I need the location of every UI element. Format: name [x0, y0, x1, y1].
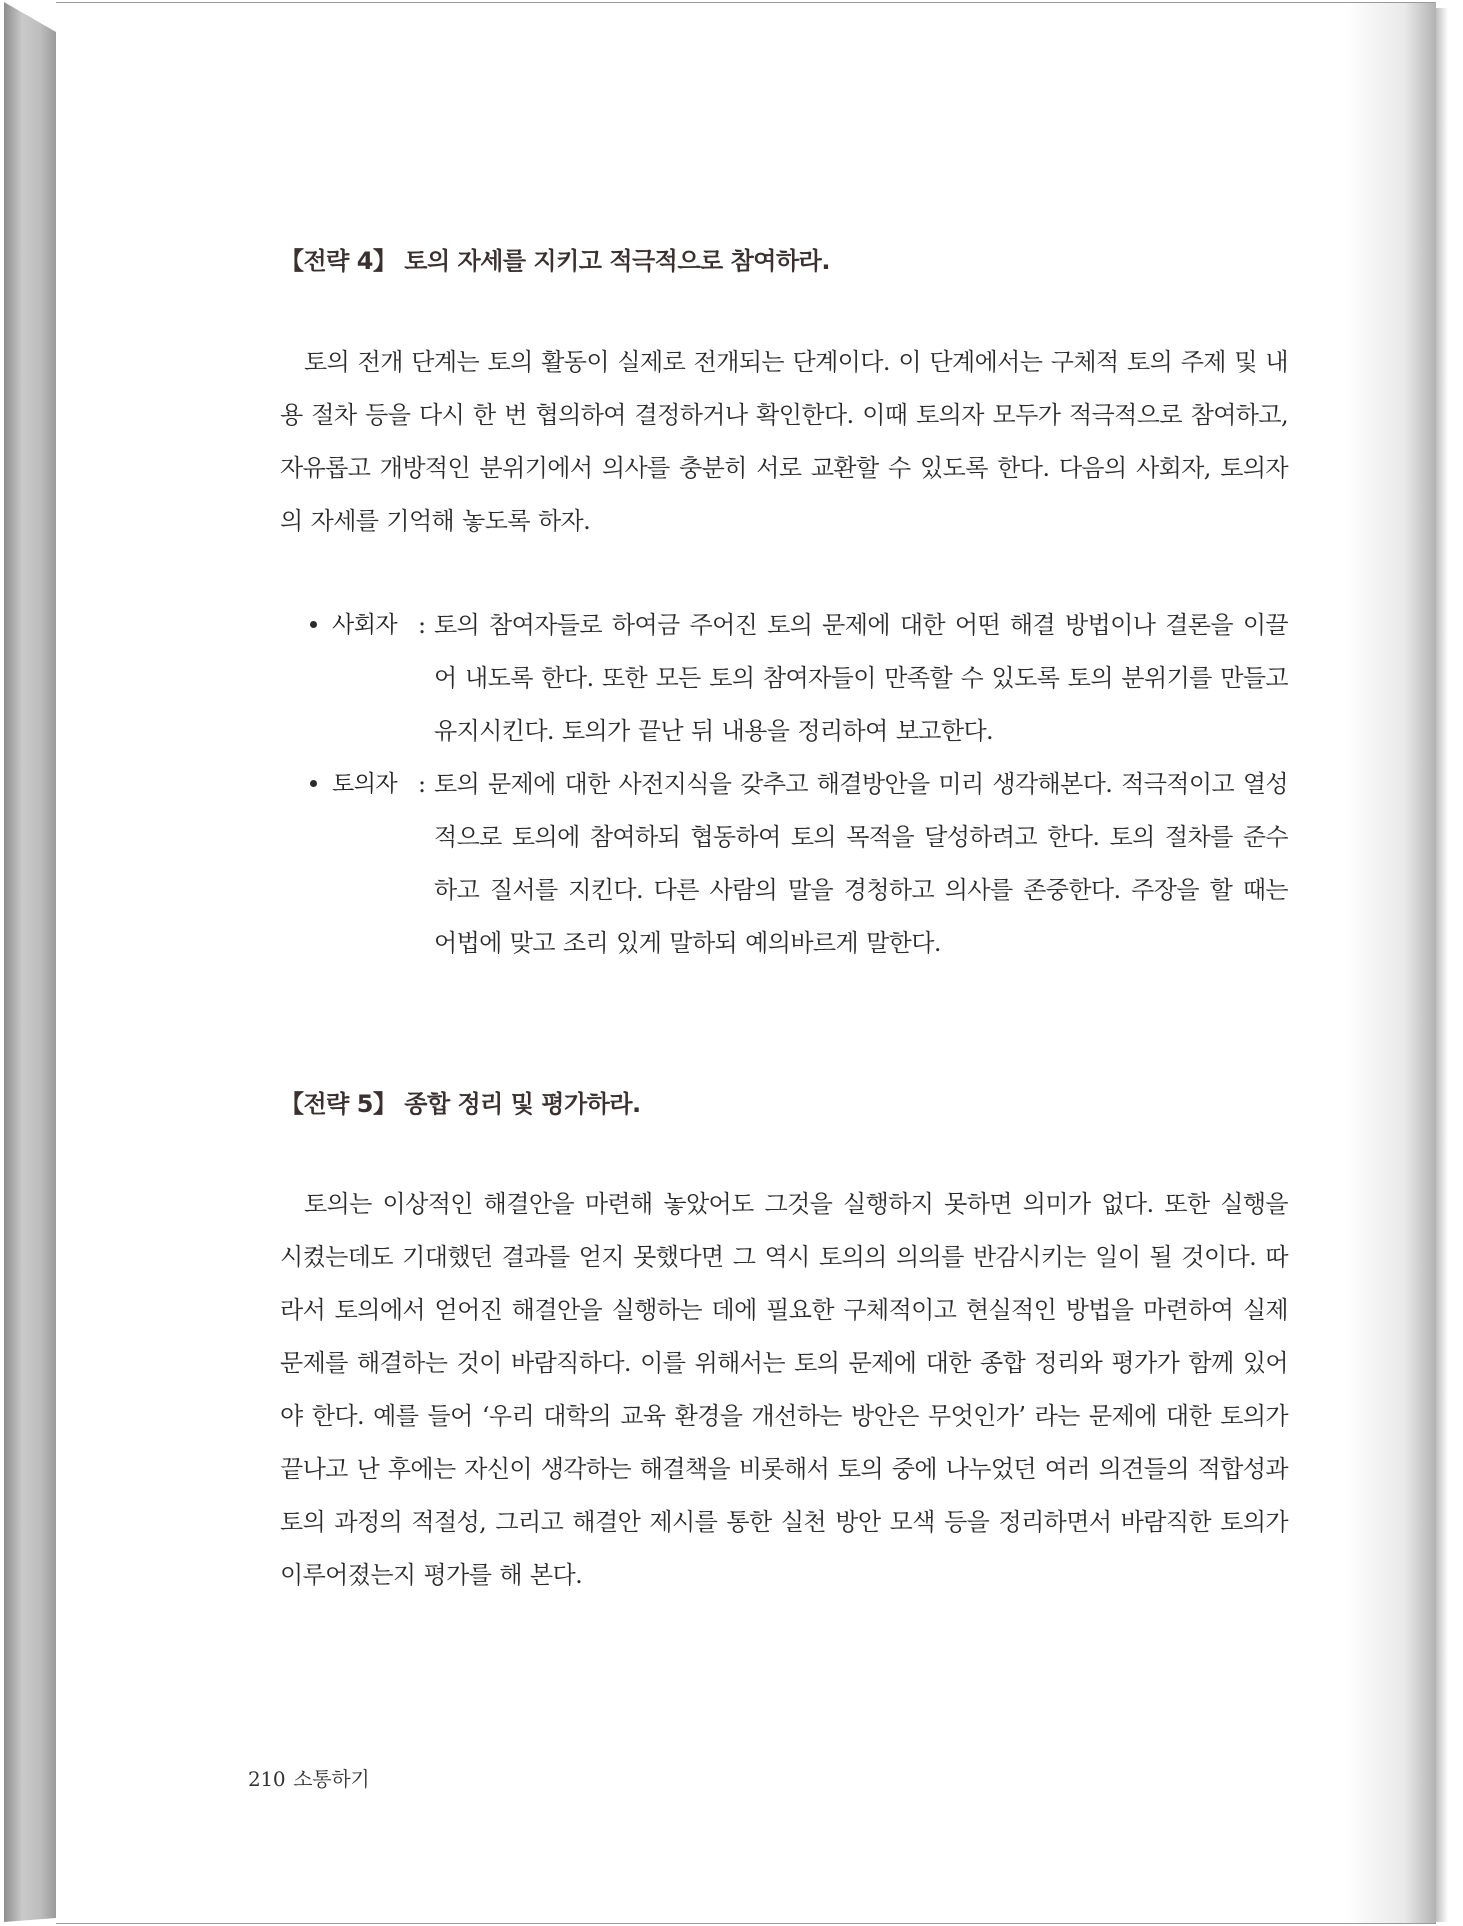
strategy-5-heading: 【전략 5】 종합 정리 및 평가하라.	[280, 1090, 641, 1118]
bullet-colon: :	[418, 611, 427, 639]
page	[56, 2, 1436, 1924]
book-spine	[4, 2, 56, 1922]
page-footer	[248, 1763, 369, 1792]
page-curl-shadow	[1346, 3, 1436, 1923]
bullet-label: 토의자	[332, 771, 398, 797]
page-edge-shadow	[1436, 8, 1448, 1922]
bullet-dot	[310, 621, 317, 628]
bullet-dot	[310, 780, 317, 787]
bullet-item-moderator	[310, 599, 1288, 758]
bullet-item-discussant	[310, 758, 1288, 970]
page-number: 210	[248, 1767, 286, 1791]
bullet-text: 토의 문제에 대한 사전지식을 갖추고 해결방안을 미리 생각해본다. 적극적이고 열성적으로 토의에 참여하되 협동하여 토의 목적을 달성하려고 한다. 토의 절차를 준수하고 질서를 지킨다. 다른 사람의 말을 경청하고 의사를 존중한다. 주장을 할 때는 어법에 맞고 조리 있게 말하되 예의바르게 말한다.	[434, 770, 1288, 957]
bullet-text: 토의 참여자들로 하여금 주어진 토의 문제에 대한 어떤 해결 방법이나 결론을 이끌어 내도록 한다. 또한 모든 토의 참여자들이 만족할 수 있도록 토의 분위기를 만들고 유지시킨다. 토의가 끝난 뒤 내용을 정리하여 보고한다.	[434, 611, 1288, 745]
strategy-5-paragraph: 토의는 이상적인 해결안을 마련해 놓았어도 그것을 실행하지 못하면 의미가 없다. 또한 실행을 시켰는데도 기대했던 결과를 얻지 못했다면 그 역시 토의의 의의를 반감시키는 일이 될 것이다. 따라서 토의에서 얻어진 해결안을 실행하는 데에 필요한 구체적이고 현실적인 방법을 마련하여 실제 문제를 해결하는 것이 바람직하다. 이를 위해서는 토의 문제에 대한 종합 정리와 평가가 함께 있어야 한다. 예를 들어 ‘우리 대학의 교육 환경을 개선하는 방안은 무엇인가’ 라는 문제에 대한 토의가 끝나고 난 후에는 자신이 생각하는 해결책을 비롯해서 토의 중에 나누었던 여러 의견들의 적합성과 토의 과정의 적절성, 그리고 해결안 제시를 통한 실천 방안 모색 등을 정리하면서 바람직한 토의가 이루어졌는지 평가를 해 본다.	[280, 1190, 1288, 1589]
strategy-4-paragraph: 토의 전개 단계는 토의 활동이 실제로 전개되는 단계이다. 이 단계에서는 구체적 토의 주제 및 내용 절차 등을 다시 한 번 협의하여 결정하거나 확인한다. 이때 토의자 모두가 적극적으로 참여하고, 자유롭고 개방적인 분위기에서 의사를 충분히 서로 교환할 수 있도록 한다. 다음의 사회자, 토의자의 자세를 기억해 놓도록 하자.	[280, 348, 1288, 535]
strategy-4-heading: 【전략 4】 토의 자세를 지키고 적극적으로 참여하라.	[280, 247, 830, 275]
book-title: 소통하기	[293, 1767, 370, 1791]
bullet-label: 사회자	[332, 612, 398, 638]
bullet-colon: :	[418, 770, 427, 798]
